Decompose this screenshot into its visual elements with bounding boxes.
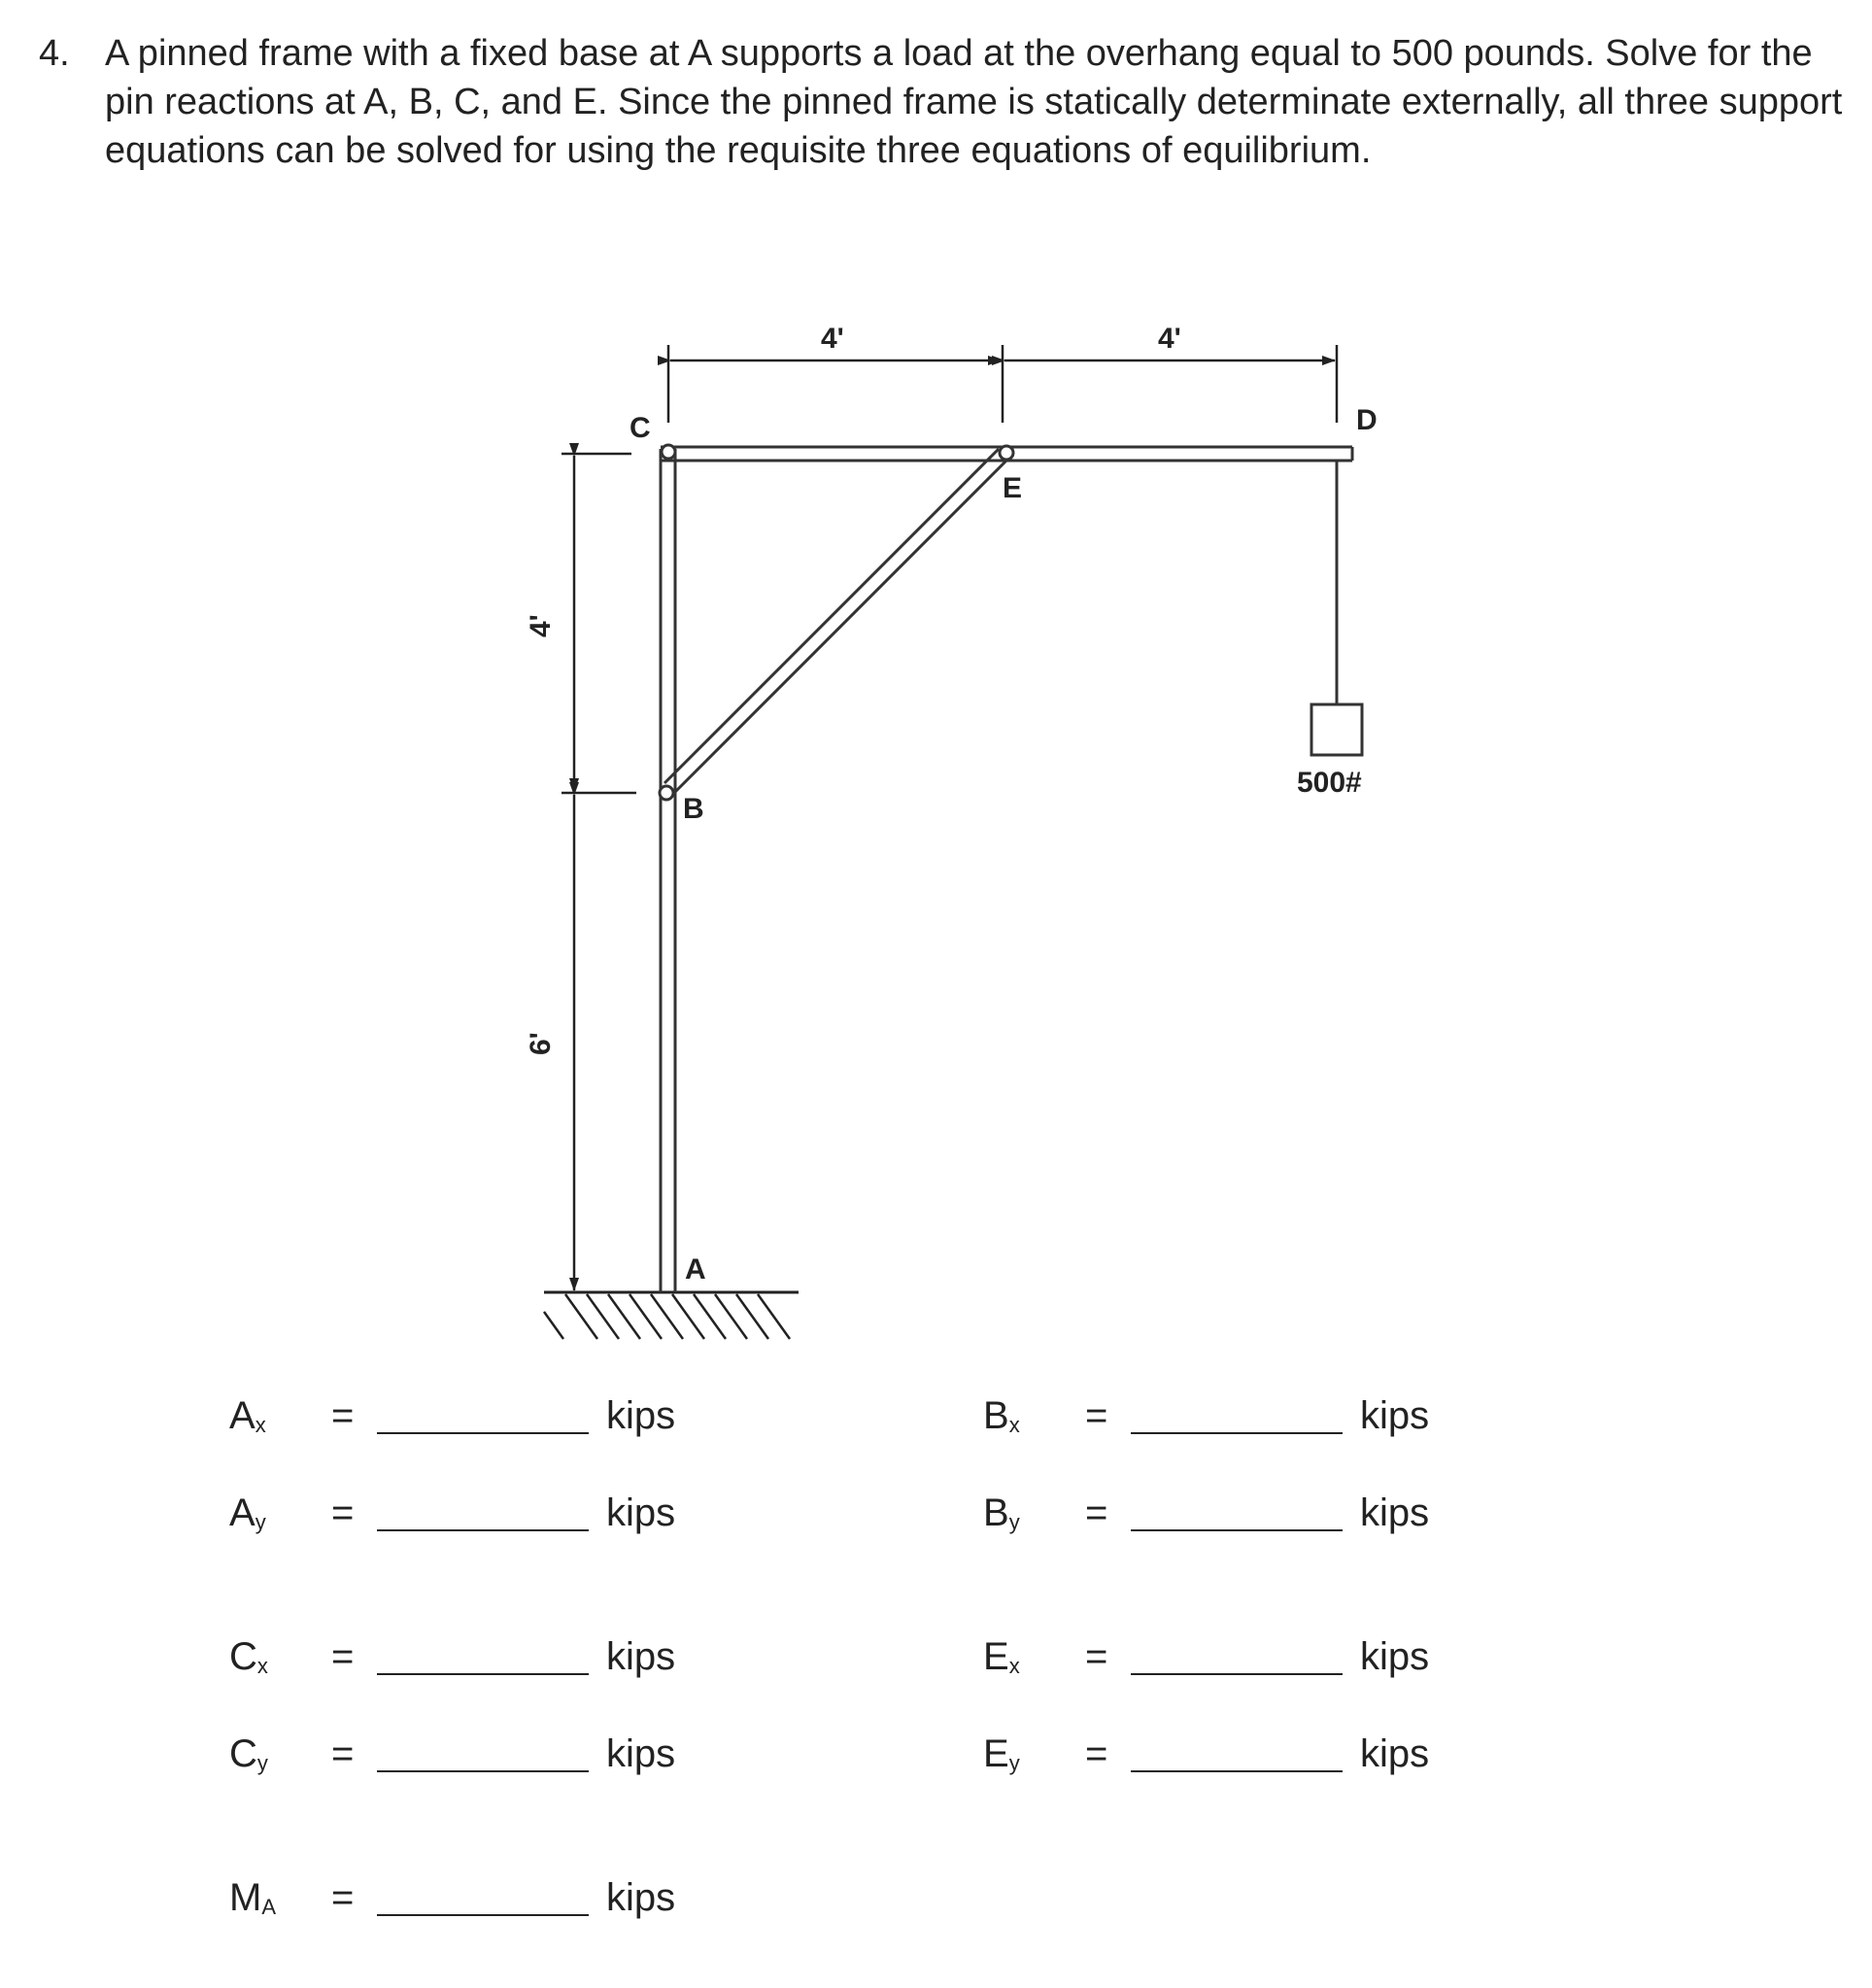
label-b: B bbox=[683, 793, 704, 825]
pin-e bbox=[1000, 446, 1013, 460]
label-c: C bbox=[630, 412, 651, 444]
answer-blank-ey[interactable] bbox=[1131, 1770, 1343, 1772]
dim-top-left: 4' bbox=[821, 323, 844, 355]
problem-number: 4. bbox=[39, 33, 70, 74]
fixed-support bbox=[544, 1292, 799, 1339]
answer-blank-ma[interactable] bbox=[377, 1914, 589, 1916]
problem-text: A pinned frame with a fixed base at A supports a load at the overhang equal to 500 pounds. Solve for the pin reactions at A, B, C, and E. Since the pinned frame is statically determinate externally, all three support equations can be solved for using the requisite three equations of equilibrium. bbox=[105, 33, 1843, 171]
dim-lower-vertical: 6' bbox=[525, 1032, 557, 1055]
top-dimensions bbox=[668, 345, 1337, 423]
label-e: E bbox=[1003, 472, 1023, 504]
answer-blank-ay[interactable] bbox=[377, 1529, 589, 1531]
dim-top-right: 4' bbox=[1158, 323, 1181, 355]
column-member bbox=[661, 449, 675, 1292]
left-dimensions bbox=[562, 454, 636, 1290]
answer-blank-ex[interactable] bbox=[1131, 1673, 1343, 1675]
answer-blank-ax[interactable] bbox=[377, 1432, 589, 1434]
brace-member bbox=[664, 449, 1008, 793]
answer-blank-cy[interactable] bbox=[377, 1770, 589, 1772]
load-label: 500# bbox=[1297, 767, 1362, 799]
answer-blank-cx[interactable] bbox=[377, 1673, 589, 1675]
label-d: D bbox=[1356, 404, 1378, 436]
pin-c bbox=[662, 445, 675, 459]
load-block bbox=[1311, 704, 1362, 755]
dim-upper-vertical: 4' bbox=[525, 614, 557, 637]
answer-blank-bx[interactable] bbox=[1131, 1432, 1343, 1434]
pin-b bbox=[660, 786, 673, 800]
answer-blank-by[interactable] bbox=[1131, 1529, 1343, 1531]
label-a: A bbox=[685, 1253, 706, 1285]
